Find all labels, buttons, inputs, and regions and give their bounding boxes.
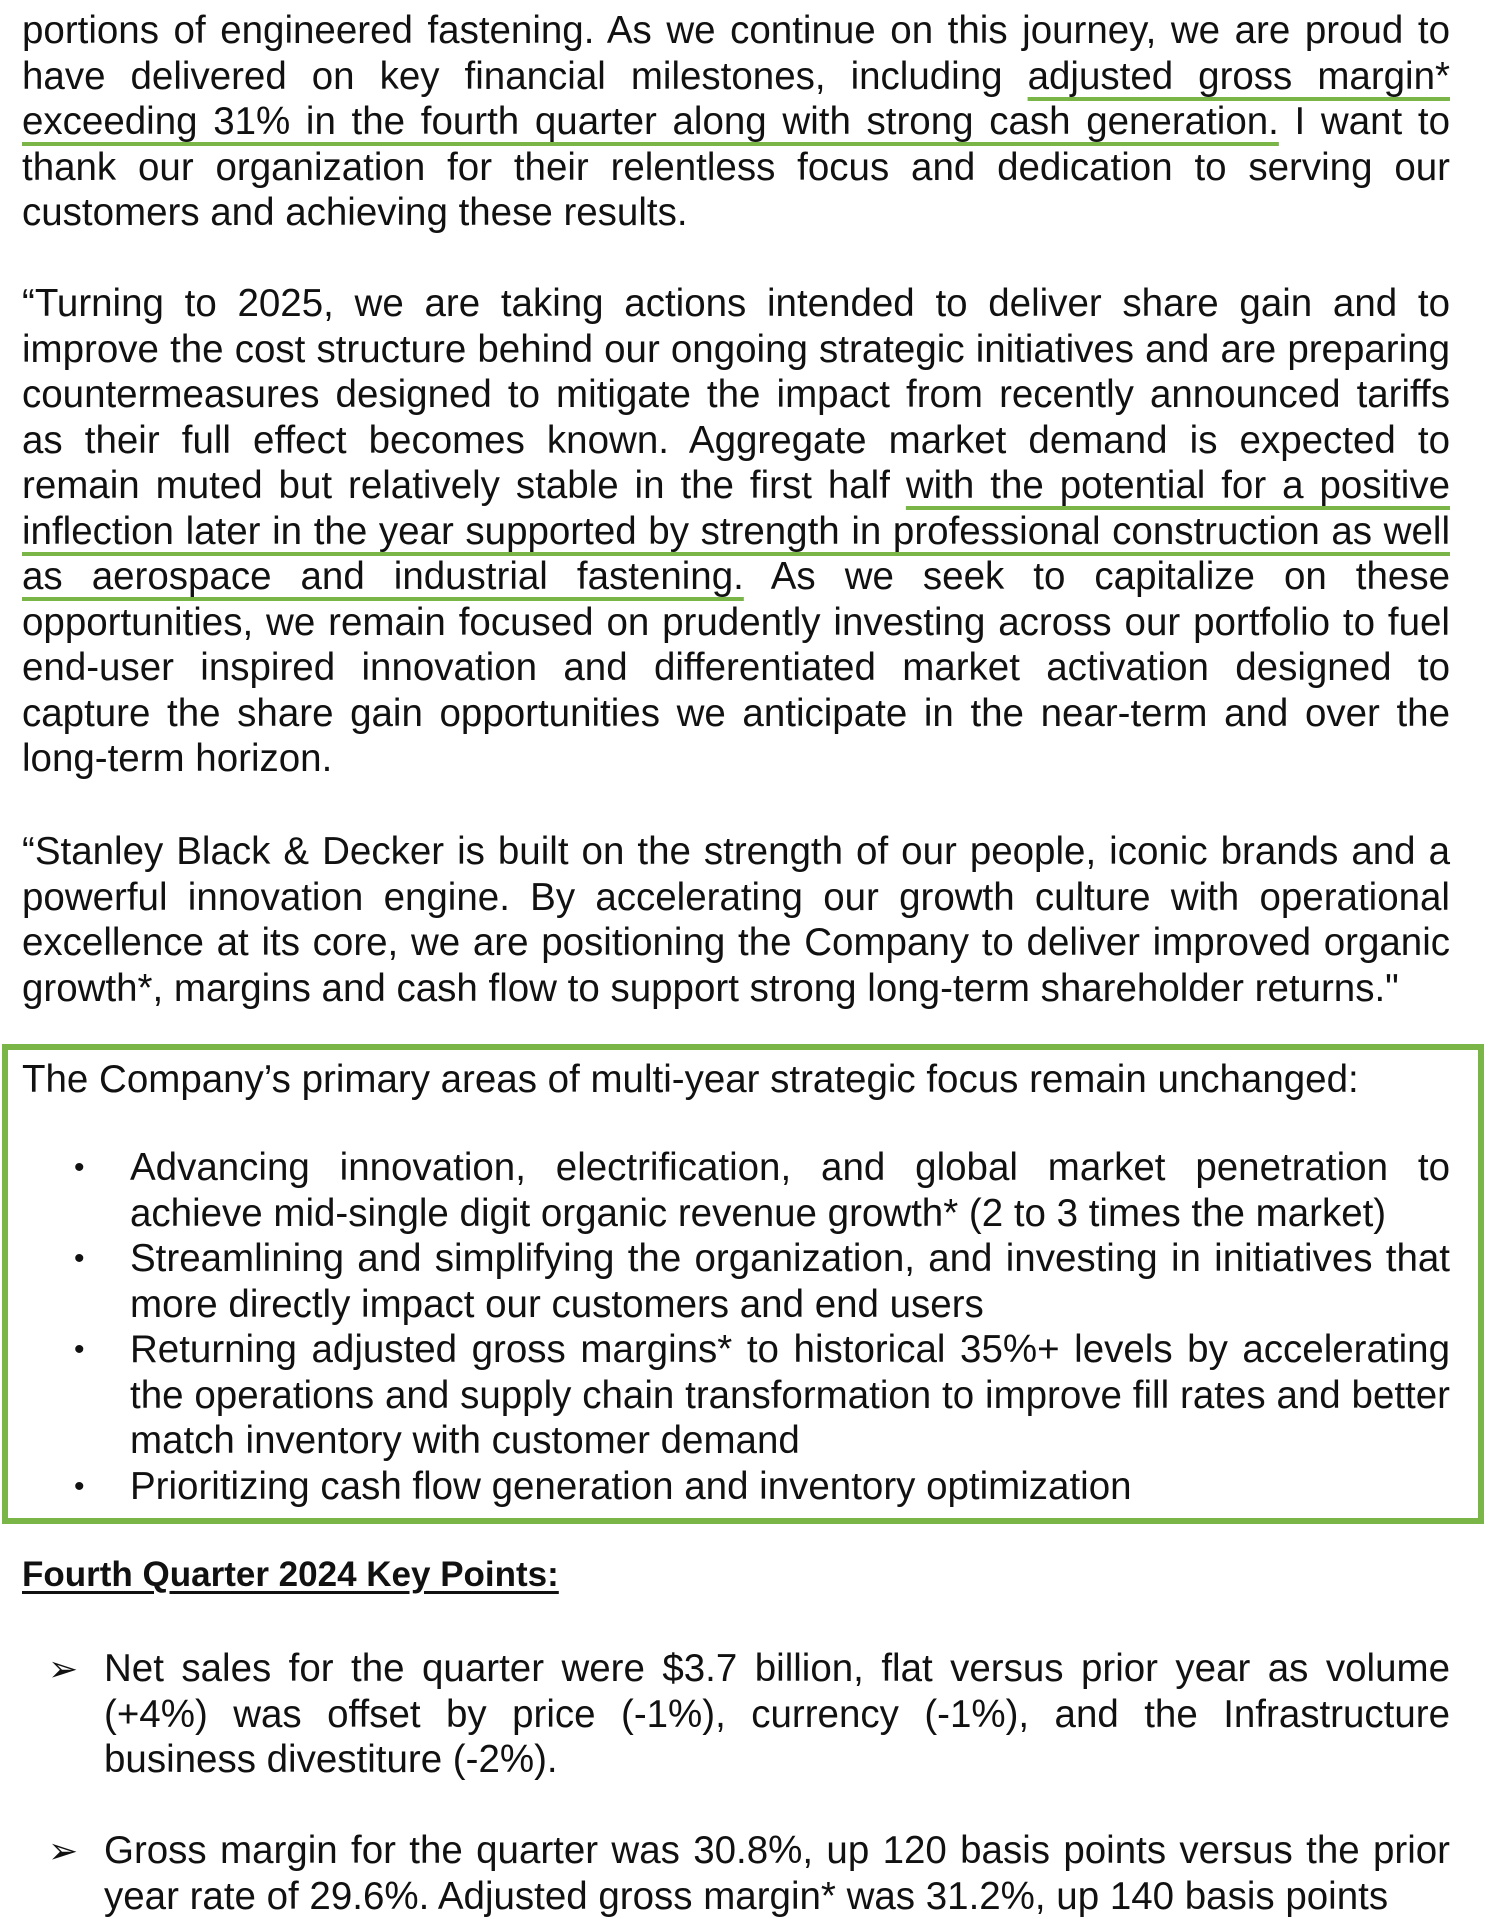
bullet-icon: • [74,1469,85,1503]
list-item [0,1145,1450,1236]
list-item-text: Streamlining and simplifying the organization, and investing in initiatives that more directly impact our customers and end users [130,1237,1450,1326]
bullet-icon: • [74,1242,85,1275]
highlighted-inflection-text: with the potential for a positive inflection later in the year supported by strength in professional construction as well as aerospace and industrial fastening. [22,464,1450,598]
paragraph-2025-outlook [22,281,1450,782]
list-item [0,1464,1450,1510]
arrow-bullet-icon: ➢ [48,1648,79,1689]
list-item [0,1646,1450,1783]
strategic-focus-list [0,1145,1450,1509]
list-item [0,1236,1450,1327]
highlighted-gross-margin-text: adjusted gross margin* exceeding 31% in the fourth quarter along with strong cash generation. [22,54,1450,143]
strategic-focus-intro: The Company’s primary areas of multi-year strategic focus remain unchanged: [22,1058,1359,1101]
paragraph-milestones-text-a: portions of engineered fastening. As we continue on this journey, we are proud to have delivered on key financial milestones, including [22,9,1450,98]
list-item [0,1327,1450,1464]
list-item-text: Prioritizing cash flow generation and inventory optimization [130,1464,1132,1508]
key-points-list-item-2 [0,1828,1450,1919]
paragraph-outlook-text-a: “Turning to 2025, we are taking actions intended to deliver share gain and to improve the cost structure behind our ongoing strategic initiatives and are preparing countermeasures designed to mitigate the impact from recently announced tariffs as their full effect becomes known. Aggregate market demand is expected to remain muted but relatively stable in the first half [22,282,1450,507]
list-item-text: Gross margin for the quarter was 30.8%, up 120 basis points versus the prior year rate of 29.6%. Adjusted gross margin* was 31.2%, up 140 basis points [104,1829,1450,1918]
list-item-text: Net sales for the quarter were $3.7 billion, flat versus prior year as volume (+4%) was offset by price (-1%), currency (-1%), and the Infrastructure business divestiture (-2%). [104,1647,1450,1781]
paragraph-milestones-text-b: I want to thank our organization for their relentless focus and dedication to serving our customers and achieving these results. [22,100,1450,234]
arrow-bullet-icon: ➢ [48,1830,79,1871]
paragraph-milestones [22,8,1450,236]
list-item [0,1828,1450,1919]
bullet-icon: • [74,1333,85,1366]
paragraph-company-strength: “Stanley Black & Decker is built on the strength of our people, iconic brands and a powerful innovation engine. By accelerating our growth culture with operational excellence at its core, we are positioning the Company to deliver improved organic growth*, margins and cash flow to support strong long-term shareholder returns." [22,830,1450,1010]
key-points-list-item-1 [0,1646,1450,1783]
list-item-text: Returning adjusted gross margins* to historical 35%+ levels by accelerating the operations and supply chain transformation to improve fill rates and better match inventory with customer demand [130,1328,1450,1462]
bullet-icon: • [74,1151,85,1184]
list-item-text: Advancing innovation, electrification, and global market penetration to achieve mid-single digit organic revenue growth* (2 to 3 times the market) [130,1146,1450,1235]
key-points-heading: Fourth Quarter 2024 Key Points: [22,1555,559,1594]
paragraph-outlook-text-b: As we seek to capitalize on these opportunities, we remain focused on prudently investing across our portfolio to fuel end-user inspired innovation and differentiated market activation designed to capture the share gain opportunities we anticipate in the near-term and over the long-term horizon. [22,555,1450,780]
